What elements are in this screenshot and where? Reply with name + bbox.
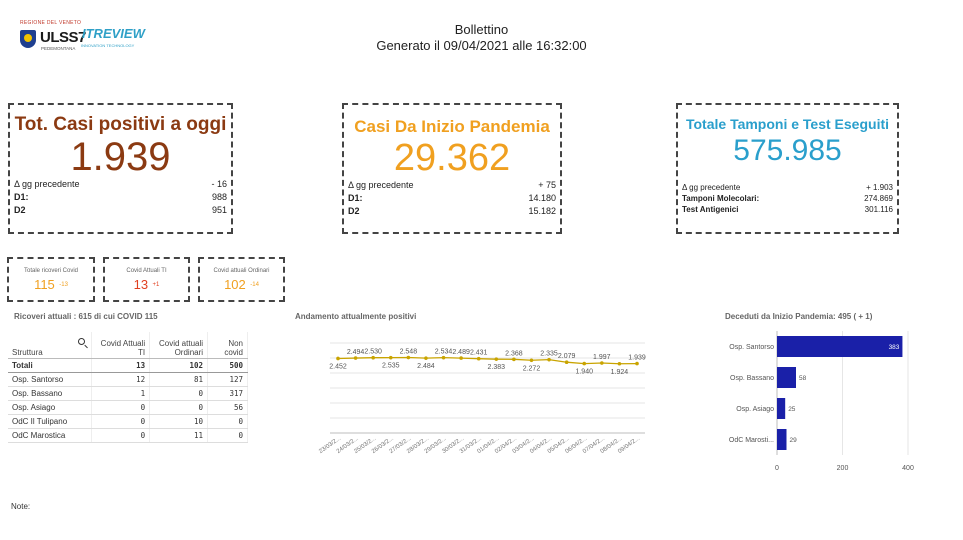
table-row[interactable] [8,372,248,386]
table-cell: 0 [92,428,150,442]
kpi-pandemia-d2-value: 15.182 [528,206,556,216]
kpi-positivi-delta-label: Δ gg precedente [14,179,80,189]
kpi-pandemia-d1-value: 14.180 [528,193,556,203]
table-cell: OdC Il Tulipano [8,414,92,428]
page-title: Bollettino [454,22,509,37]
table-cell: 127 [208,372,248,386]
kpi-tamponi-value: 575.985 [733,134,842,167]
kpi-covid-ordinari-title: Covid attuali Ordinari [213,268,270,274]
data-point [354,356,358,360]
kpi-pandemia-d1-label: D1: [348,193,363,203]
data-point [618,362,622,366]
kpi-ricoveri-covid-value: 115 [34,277,55,292]
kpi-covid-ti-delta: +1 [152,281,160,288]
data-point [477,357,481,361]
kpi-tamponi-delta-value: + 1.903 [866,183,893,192]
kpi-positivi-d2-value: 951 [211,205,227,215]
x-tick-label: 28/03/2... [406,435,431,455]
category-label: Osp. Bassano [730,375,774,382]
x-tick-label: 03/04/2... [511,435,536,455]
column-header-non-covid[interactable]: Non covid [208,332,248,358]
x-tick-label: 26/03/2... [370,435,395,455]
kpi-positivi-delta-value: - 16 [211,179,227,189]
data-label: 29 [789,437,797,444]
kpi-positivi[interactable] [8,103,233,234]
bar [777,367,796,388]
data-label: 2.530 [364,348,382,356]
kpi-tamponi-delta-label: Δ gg precedente [682,183,741,192]
kpi-tamponi-antigenici-row [678,204,897,215]
table-header-row [8,332,248,358]
kpi-covid-ti-value: 13 [133,277,149,292]
x-tick-label: 30/03/2... [441,435,466,455]
data-label: 2.484 [417,363,435,371]
data-label: 2.079 [557,353,576,361]
x-tick-label: 06/04/2... [564,435,589,455]
x-tick-label: 01/04/2... [476,435,501,455]
kpi-ricoveri-covid-title: Totale ricoveri Covid [23,268,79,274]
data-point [424,356,428,360]
data-label: 2.335 [540,350,558,358]
data-point [530,358,534,362]
x-tick-label: 24/03/2... [335,435,360,455]
kpi-tamponi-delta-row [678,182,897,193]
kpi-pandemia-d2-label: D2 [348,206,360,216]
data-point [565,360,569,364]
kpi-positivi-delta-row [10,178,231,191]
kpi-positivi-d2-label: D2 [14,205,26,215]
data-label: 2.489 [452,349,470,357]
table-cell: 0 [150,386,208,400]
data-label: 2.368 [505,350,523,358]
bar [777,429,786,450]
region-logo-text: REGIONE DEL VENETO [20,20,82,26]
kpi-covid-ti[interactable] [103,257,190,302]
x-tick-label: 0 [775,465,779,472]
table-cell: 102 [150,358,208,372]
deceduti-bar-chart[interactable] [715,325,920,475]
data-point [547,358,551,362]
kpi-pandemia-delta-row [344,179,560,192]
x-tick-label: 04/04/2... [529,435,554,455]
ricoveri-table [8,332,248,443]
kpi-pandemia-d1-row [344,192,560,205]
kpi-positivi-d1-row [10,191,231,204]
table-cell: Osp. Asiago [8,400,92,414]
column-header-struttura-label: Struttura [12,347,43,357]
kpi-covid-ordinari[interactable] [198,257,285,302]
x-tick-label: 200 [836,465,849,472]
kpi-ricoveri-covid-delta: -13 [59,281,68,288]
kpi-pandemia[interactable] [342,103,562,234]
deceduti-title: Deceduti da Inizio Pandemia: 495 ( + 1) [725,312,873,321]
category-label: Osp. Asiago [736,406,774,413]
table-cell: 13 [92,358,150,372]
kpi-positivi-value: 1.939 [70,135,171,179]
table-row[interactable] [8,400,248,414]
kpi-pandemia-value: 29.362 [393,137,511,179]
ulss-logo-subtitle: PEDEMONTANA [41,46,76,51]
table-cell: 500 [208,358,248,372]
itreview-logo: ITREVIEW [82,26,145,41]
notes-label: Note: [11,502,31,511]
column-header-struttura[interactable] [8,332,92,358]
kpi-pandemia-title: Casi Da Inizio Pandemia [354,117,550,136]
data-label: 2.548 [399,348,418,356]
bar [777,398,785,419]
kpi-ricoveri-covid[interactable] [7,257,95,302]
data-point [442,356,446,360]
x-tick-label: 31/03/2... [458,435,483,455]
data-label: 2.383 [487,364,506,372]
x-tick-label: 05/04/2... [546,435,571,455]
data-point [600,361,604,365]
table-cell: 10 [150,414,208,428]
table-cell: 56 [208,400,248,414]
data-label: 2.534 [434,348,453,356]
column-header-ordinari[interactable]: Covid attuali Ordinari [150,332,208,358]
table-cell: 0 [208,414,248,428]
table-row-totali[interactable] [8,358,248,372]
table-cell: Osp. Santorso [8,372,92,386]
bar [777,336,902,357]
kpi-covid-ordinari-value: 102 [224,277,246,292]
kpi-covid-ordinari-delta: -14 [250,281,259,288]
x-tick-label: 23/03/2... [318,435,343,455]
data-label: 2.431 [469,349,488,357]
andamento-line-chart[interactable] [300,325,650,480]
data-point [407,356,411,360]
kpi-positivi-d2-row [10,204,231,217]
kpi-positivi-title: Tot. Casi positivi a oggi [14,114,227,135]
data-label: 2.272 [522,365,541,373]
data-label: 1.997 [593,354,611,362]
data-point [512,358,516,362]
table-row[interactable] [8,386,248,400]
data-point [459,356,463,360]
data-label: 58 [798,375,807,382]
page-subtitle: Generato il 09/04/2021 alle 16:32:00 [376,38,587,53]
kpi-tamponi-molecolari-label: Tamponi Molecolari: [682,194,760,203]
data-label: 383 [888,344,900,351]
data-label: 25 [788,406,796,413]
table-cell: 81 [150,372,208,386]
kpi-pandemia-delta-label: Δ gg precedente [348,180,414,190]
data-point [389,356,393,360]
table-cell: Osp. Bassano [8,386,92,400]
kpi-positivi-d1-value: 988 [211,192,227,202]
data-label: 1.940 [575,368,594,376]
x-tick-label: 08/04/2... [599,435,624,455]
kpi-pandemia-d2-row [344,205,560,218]
kpi-covid-ti-title: Covid Attuali TI [126,268,167,274]
category-label: Osp. Santorso [729,344,774,351]
kpi-tamponi-antigenici-value: 301.116 [864,205,893,214]
ricoveri-title: Ricoveri attuali : 615 di cui COVID 115 [14,312,158,321]
x-tick-label: 400 [902,465,914,472]
data-label: 2.535 [381,362,400,370]
kpi-tamponi-molecolari-row [678,193,897,204]
table-cell: 12 [92,372,150,386]
kpi-tamponi-molecolari-value: 274.869 [864,194,893,203]
kpi-tamponi-title: Totale Tamponi e Test Eseguiti [685,116,890,132]
data-point [336,357,340,361]
andamento-title: Andamento attualmente positivi [295,312,417,321]
kpi-tamponi-antigenici-label: Test Antigenici [682,205,739,214]
ulss-logo: ULSS7 [40,29,86,46]
table-cell: 0 [208,428,248,442]
itreview-logo-subtitle: INNOVATION TECHNOLOGY [81,43,135,48]
table-row[interactable] [8,414,248,428]
data-point [635,362,639,366]
table-cell: 0 [150,400,208,414]
kpi-pandemia-delta-value: + 75 [538,180,556,190]
data-label: 2.452 [329,363,347,371]
data-point [582,362,586,366]
table-cell: 0 [92,400,150,414]
data-label: 2.494 [346,349,365,357]
search-icon[interactable] [78,338,85,345]
kpi-positivi-d1-label: D1: [14,192,29,202]
x-tick-label: 09/04/2... [617,435,642,455]
data-label: 1.924 [610,368,629,376]
table-cell: OdC Marostica [8,428,92,442]
column-header-ti[interactable]: Covid Attuali TI [92,332,150,358]
kpi-tamponi[interactable] [676,103,899,234]
data-point [494,357,498,361]
x-tick-label: 02/04/2... [494,435,519,455]
page-header [0,22,963,54]
table-cell: 11 [150,428,208,442]
data-label: 1.939 [628,354,646,362]
x-tick-label: 07/04/2... [582,435,606,455]
table-cell: Totali [8,358,92,372]
table-cell: 317 [208,386,248,400]
table-cell: 1 [92,386,150,400]
x-tick-label: 27/03/2... [388,435,413,455]
x-tick-label: 25/03/2... [353,435,378,455]
x-tick-label: 29/03/2... [423,435,448,455]
data-point [371,356,375,360]
category-label: OdC Marosti... [728,437,774,444]
table-cell: 0 [92,414,150,428]
table-row[interactable] [8,428,248,442]
